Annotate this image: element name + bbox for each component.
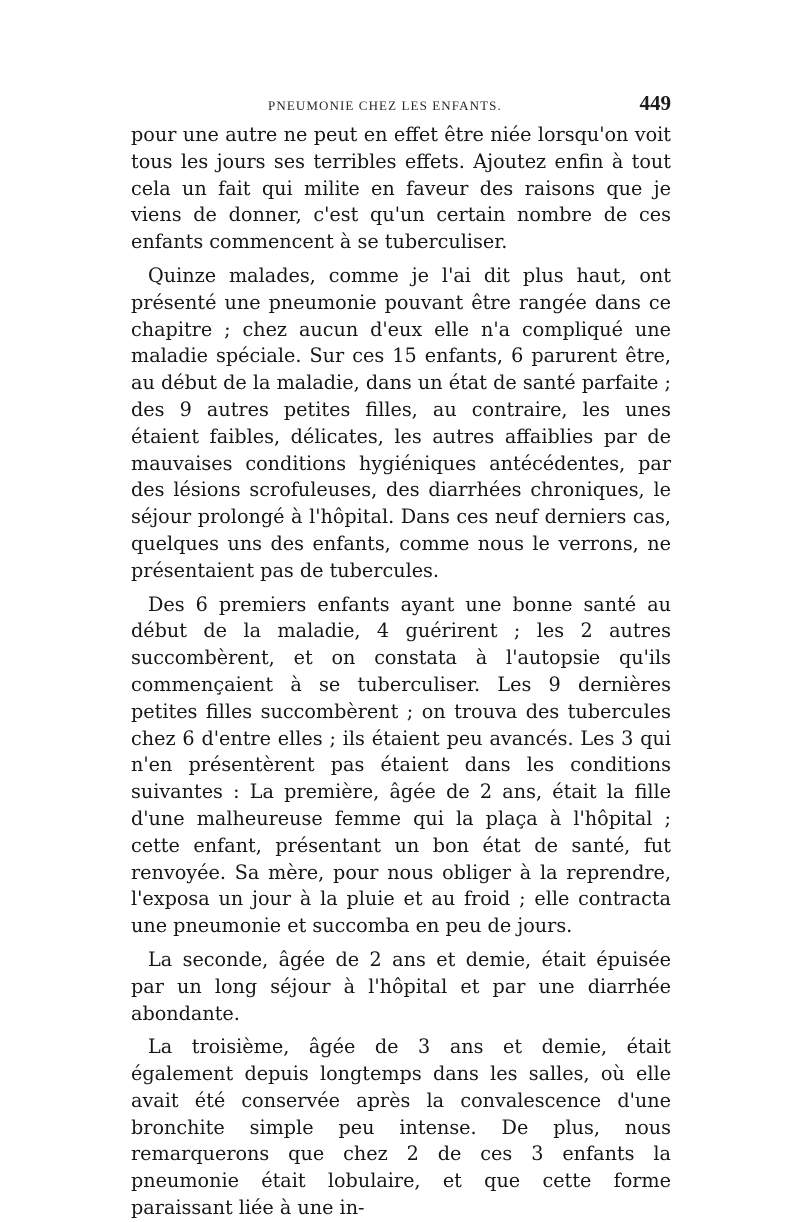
book-page	[131, 90, 671, 1222]
running-header	[131, 90, 671, 122]
body-text	[131, 122, 671, 1222]
page-number: 449	[639, 91, 671, 115]
paragraph-six-premiers: Des 6 premiers enfants ayant une bonne santé au début de la maladie, 4 guérirent ; les 2 autres succombèrent, et on constata à l'autopsie qu'ils commençaient à se tuberculiser. Les 9 dernières petites filles succombèrent ; on trouva des tubercules chez 6 d'entre elles ; ils étaient peu avancés. Les 3 qui n'en présentèrent pas étaient dans les conditions suivantes : La première, âgée de 2 ans, était la fille d'une malheureuse femme qui la plaça à l'hôpital ; cette enfant, présentant un bon état de santé, fut renvoyée. Sa mère, pour nous obliger à la reprendre, l'exposa un jour à la pluie et au froid ; elle contracta une pneumonie et succomba en peu de jours.	[131, 592, 671, 938]
paragraph-quinze-malades: Quinze malades, comme je l'ai dit plus haut, ont présenté une pneumonie pouvant être rangée dans ce chapitre ; chez aucun d'eux elle n'a compliqué une maladie spéciale. Sur ces 15 enfants, 6 parurent être, au début de la maladie, dans un état de santé parfaite ; des 9 autres petites filles, au contraire, les unes étaient faibles, délicates, les autres affaiblies par de mauvaises conditions hygiéniques antécédentes, par des lésions scrofuleuses, des diarrhées chroniques, le séjour prolongé à l'hôpital. Dans ces neuf derniers cas, quelques uns des enfants, comme nous le verrons, ne présentaient pas de tubercules.	[131, 263, 671, 582]
paragraph-la-troisieme: La troisième, âgée de 3 ans et demie, était également depuis longtemps dans les salles, où elle avait été conservée après la convalescence d'une bronchite simple peu intense. De plus, nous remarquerons que chez 2 de ces 3 enfants la pneumonie était lobulaire, et que cette forme paraissant liée à une in-	[131, 1035, 671, 1220]
running-title: PNEUMONIE CHEZ LES ENFANTS.	[268, 98, 502, 113]
paragraph-continuation: pour une autre ne peut en effet être niée lorsqu'on voit tous les jours ses terribles effets. Ajoutez enfin à tout cela un fait qui milite en faveur des raisons que je viens de donner, c'est qu'un certain nombre de ces enfants commencent à se tuberculiser.	[131, 123, 671, 254]
paragraph-la-seconde: La seconde, âgée de 2 ans et demie, était épuisée par un long séjour à l'hôpital et par une diarrhée abondante.	[131, 947, 671, 1025]
